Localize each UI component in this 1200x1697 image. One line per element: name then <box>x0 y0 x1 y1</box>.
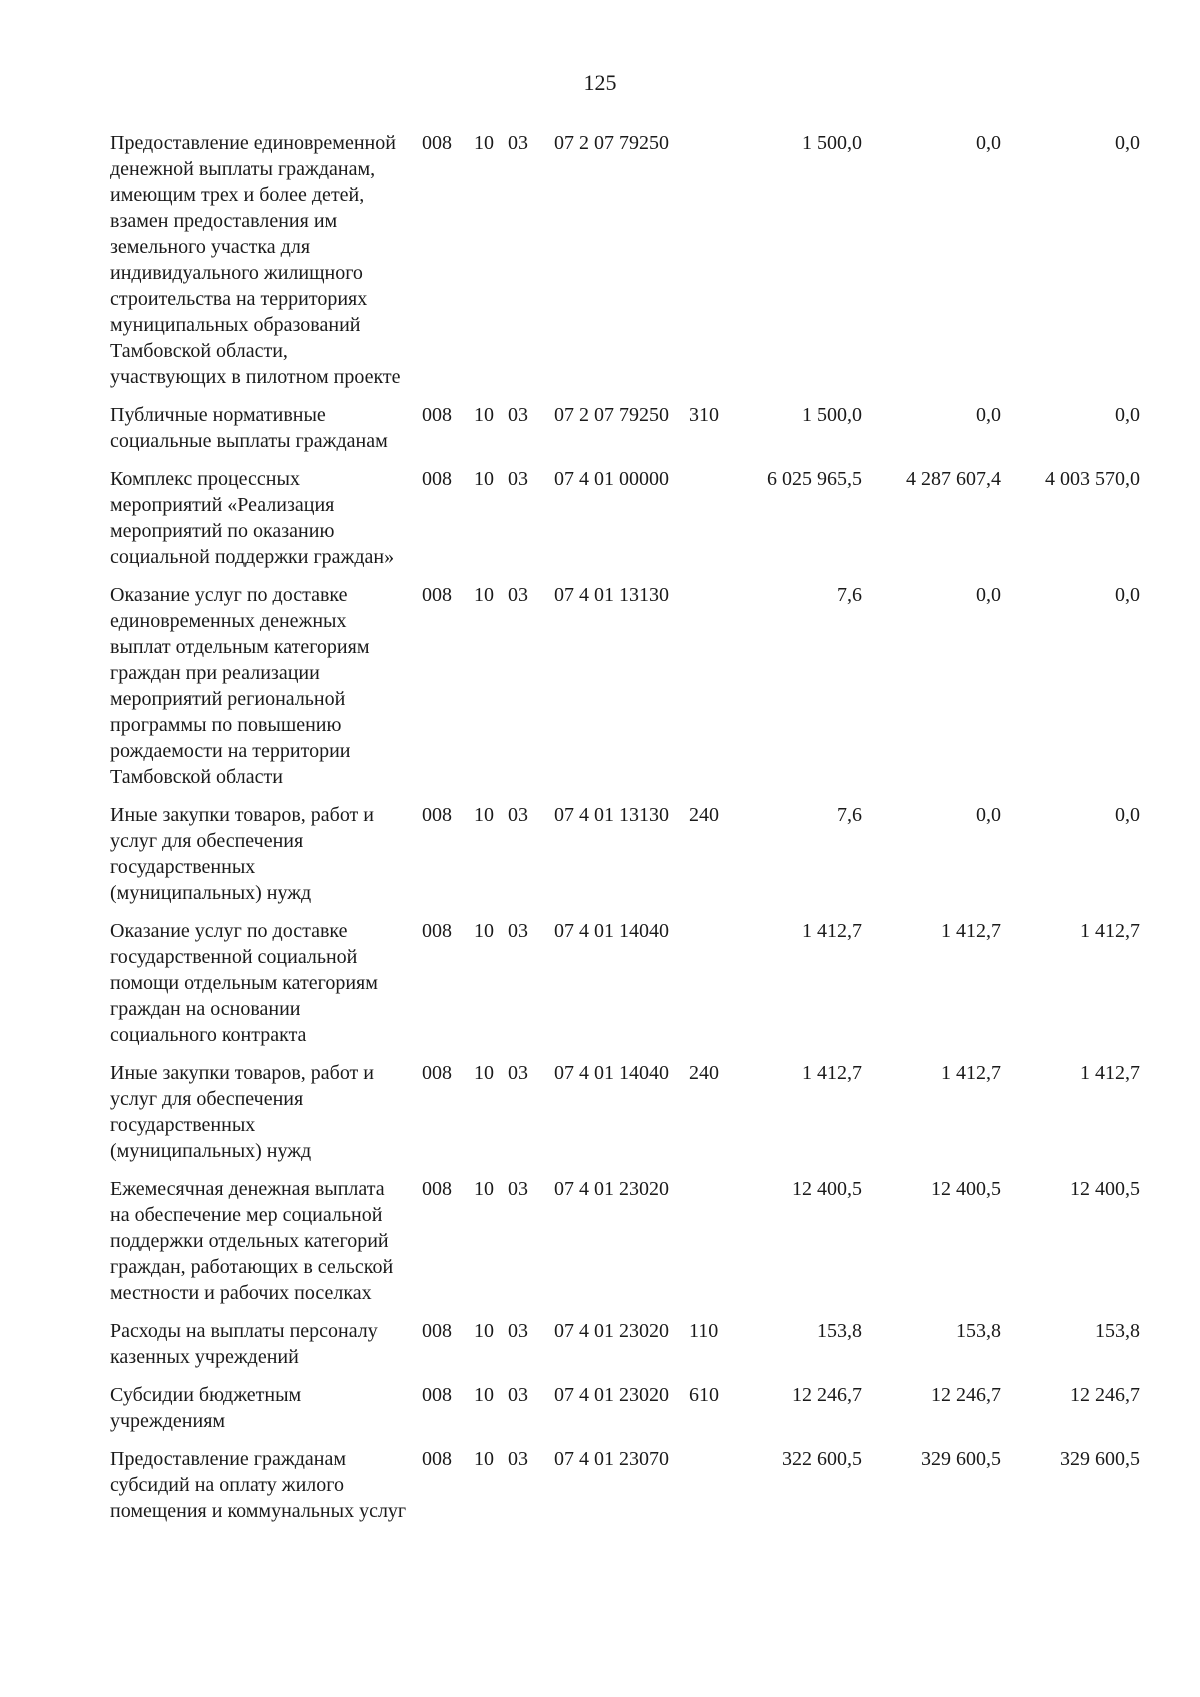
ved-code: 008 <box>422 1062 452 1084</box>
table-row <box>110 918 1140 1060</box>
amount-year-2: 0,0 <box>976 132 1001 154</box>
amount-year-3: 12 246,7 <box>1070 1384 1140 1406</box>
amount-year-1: 1 412,7 <box>802 920 862 942</box>
subsection-code: 03 <box>508 468 528 490</box>
expense-type-code: 610 <box>689 1384 719 1406</box>
amount-year-2: 1 412,7 <box>941 1062 1001 1084</box>
expense-type-code <box>681 1176 723 1318</box>
amount-year-3: 1 412,7 <box>1080 1062 1140 1084</box>
target-article-code: 07 4 01 23020 <box>554 1384 669 1406</box>
amount-year-1: 1 412,7 <box>802 1062 862 1084</box>
amount-year-1: 153,8 <box>817 1320 862 1342</box>
amount-year-2: 0,0 <box>976 404 1001 426</box>
target-article-code: 07 4 01 14040 <box>554 920 669 942</box>
row-name: Предоставление единовременной денежной выплаты гражданам, имеющим трех и более детей, взамен предоставления им земельного участка для индивидуального жилищного строительства на территориях муниципальных образований Тамбовской области, участвующих в пилотном проекте <box>110 132 401 388</box>
table-row <box>110 1318 1140 1382</box>
amount-year-1: 1 500,0 <box>802 132 862 154</box>
table-row <box>110 1176 1140 1318</box>
table-row <box>110 1446 1140 1536</box>
amount-year-3: 1 412,7 <box>1080 920 1140 942</box>
subsection-code: 03 <box>508 1062 528 1084</box>
target-article-code: 07 4 01 13130 <box>554 584 669 606</box>
expense-type-code: 110 <box>689 1320 719 1342</box>
amount-year-2: 1 412,7 <box>941 920 1001 942</box>
ved-code: 008 <box>422 404 452 426</box>
ved-code: 008 <box>422 920 452 942</box>
row-name: Предоставление гражданам субсидий на оплату жилого помещения и коммунальных услуг <box>110 1448 407 1522</box>
ved-code: 008 <box>422 1320 452 1342</box>
ved-code: 008 <box>422 804 452 826</box>
row-name: Комплекс процессных мероприятий «Реализация мероприятий по оказанию социальной поддержки граждан» <box>110 468 395 568</box>
row-name: Публичные нормативные социальные выплаты гражданам <box>110 404 388 452</box>
amount-year-1: 322 600,5 <box>782 1448 862 1470</box>
table-row <box>110 130 1140 402</box>
row-name: Оказание услуг по доставке единовременных денежных выплат отдельным категориям граждан при реализации мероприятий региональной программы по повышению рождаемости на территории Тамбовской области <box>110 584 370 788</box>
expense-type-code: 310 <box>689 404 719 426</box>
target-article-code: 07 2 07 79250 <box>554 404 669 426</box>
row-name: Ежемесячная денежная выплата на обеспечение мер социальной поддержки отдельных категорий граждан, работающих в сельской местности и рабочих поселках <box>110 1178 394 1304</box>
table-row <box>110 402 1140 466</box>
target-article-code: 07 4 01 00000 <box>554 468 669 490</box>
amount-year-1: 12 246,7 <box>792 1384 862 1406</box>
subsection-code: 03 <box>508 404 528 426</box>
row-name: Расходы на выплаты персоналу казенных учреждений <box>110 1320 378 1368</box>
section-code: 10 <box>474 1178 494 1200</box>
amount-year-1: 7,6 <box>837 584 862 606</box>
amount-year-1: 12 400,5 <box>792 1178 862 1200</box>
target-article-code: 07 4 01 13130 <box>554 804 669 826</box>
target-article-code: 07 4 01 14040 <box>554 1062 669 1084</box>
expense-type-code <box>681 466 723 582</box>
expense-type-code: 240 <box>689 1062 719 1084</box>
amount-year-2: 12 246,7 <box>931 1384 1001 1406</box>
table-row <box>110 466 1140 582</box>
subsection-code: 03 <box>508 1320 528 1342</box>
subsection-code: 03 <box>508 1178 528 1200</box>
target-article-code: 07 2 07 79250 <box>554 132 669 154</box>
ved-code: 008 <box>422 1178 452 1200</box>
ved-code: 008 <box>422 584 452 606</box>
amount-year-3: 4 003 570,0 <box>1045 468 1140 490</box>
amount-year-2: 12 400,5 <box>931 1178 1001 1200</box>
expense-type-code <box>681 130 723 402</box>
ved-code: 008 <box>422 132 452 154</box>
subsection-code: 03 <box>508 584 528 606</box>
amount-year-2: 329 600,5 <box>921 1448 1001 1470</box>
section-code: 10 <box>474 404 494 426</box>
section-code: 10 <box>474 132 494 154</box>
ved-code: 008 <box>422 1448 452 1470</box>
budget-table <box>110 130 1140 1536</box>
table-row <box>110 802 1140 918</box>
ved-code: 008 <box>422 468 452 490</box>
section-code: 10 <box>474 1384 494 1406</box>
page-number: 125 <box>583 70 617 95</box>
expense-type-code <box>681 1446 723 1536</box>
amount-year-2: 0,0 <box>976 804 1001 826</box>
row-name: Иные закупки товаров, работ и услуг для обеспечения государственных (муниципальных) нужд <box>110 1062 375 1162</box>
amount-year-2: 153,8 <box>956 1320 1001 1342</box>
section-code: 10 <box>474 1062 494 1084</box>
section-code: 10 <box>474 584 494 606</box>
section-code: 10 <box>474 804 494 826</box>
section-code: 10 <box>474 920 494 942</box>
ved-code: 008 <box>422 1384 452 1406</box>
expense-type-code <box>681 918 723 1060</box>
amount-year-3: 12 400,5 <box>1070 1178 1140 1200</box>
section-code: 10 <box>474 1448 494 1470</box>
table-row <box>110 1060 1140 1176</box>
section-code: 10 <box>474 468 494 490</box>
table-row <box>110 1382 1140 1446</box>
amount-year-3: 329 600,5 <box>1060 1448 1140 1470</box>
table-row <box>110 582 1140 802</box>
amount-year-3: 0,0 <box>1115 804 1140 826</box>
expense-type-code: 240 <box>689 804 719 826</box>
amount-year-2: 4 287 607,4 <box>906 468 1001 490</box>
target-article-code: 07 4 01 23070 <box>554 1448 669 1470</box>
amount-year-1: 6 025 965,5 <box>767 468 862 490</box>
target-article-code: 07 4 01 23020 <box>554 1178 669 1200</box>
row-name: Иные закупки товаров, работ и услуг для обеспечения государственных (муниципальных) нужд <box>110 804 375 904</box>
subsection-code: 03 <box>508 1384 528 1406</box>
expense-type-code <box>681 582 723 802</box>
subsection-code: 03 <box>508 1448 528 1470</box>
section-code: 10 <box>474 1320 494 1342</box>
amount-year-3: 0,0 <box>1115 584 1140 606</box>
row-name: Субсидии бюджетным учреждениям <box>110 1384 302 1432</box>
amount-year-2: 0,0 <box>976 584 1001 606</box>
amount-year-1: 1 500,0 <box>802 404 862 426</box>
amount-year-3: 153,8 <box>1095 1320 1140 1342</box>
subsection-code: 03 <box>508 132 528 154</box>
subsection-code: 03 <box>508 920 528 942</box>
row-name: Оказание услуг по доставке государственной социальной помощи отдельным категориям граждан на основании социального контракта <box>110 920 378 1046</box>
amount-year-1: 7,6 <box>837 804 862 826</box>
amount-year-3: 0,0 <box>1115 404 1140 426</box>
subsection-code: 03 <box>508 804 528 826</box>
amount-year-3: 0,0 <box>1115 132 1140 154</box>
target-article-code: 07 4 01 23020 <box>554 1320 669 1342</box>
